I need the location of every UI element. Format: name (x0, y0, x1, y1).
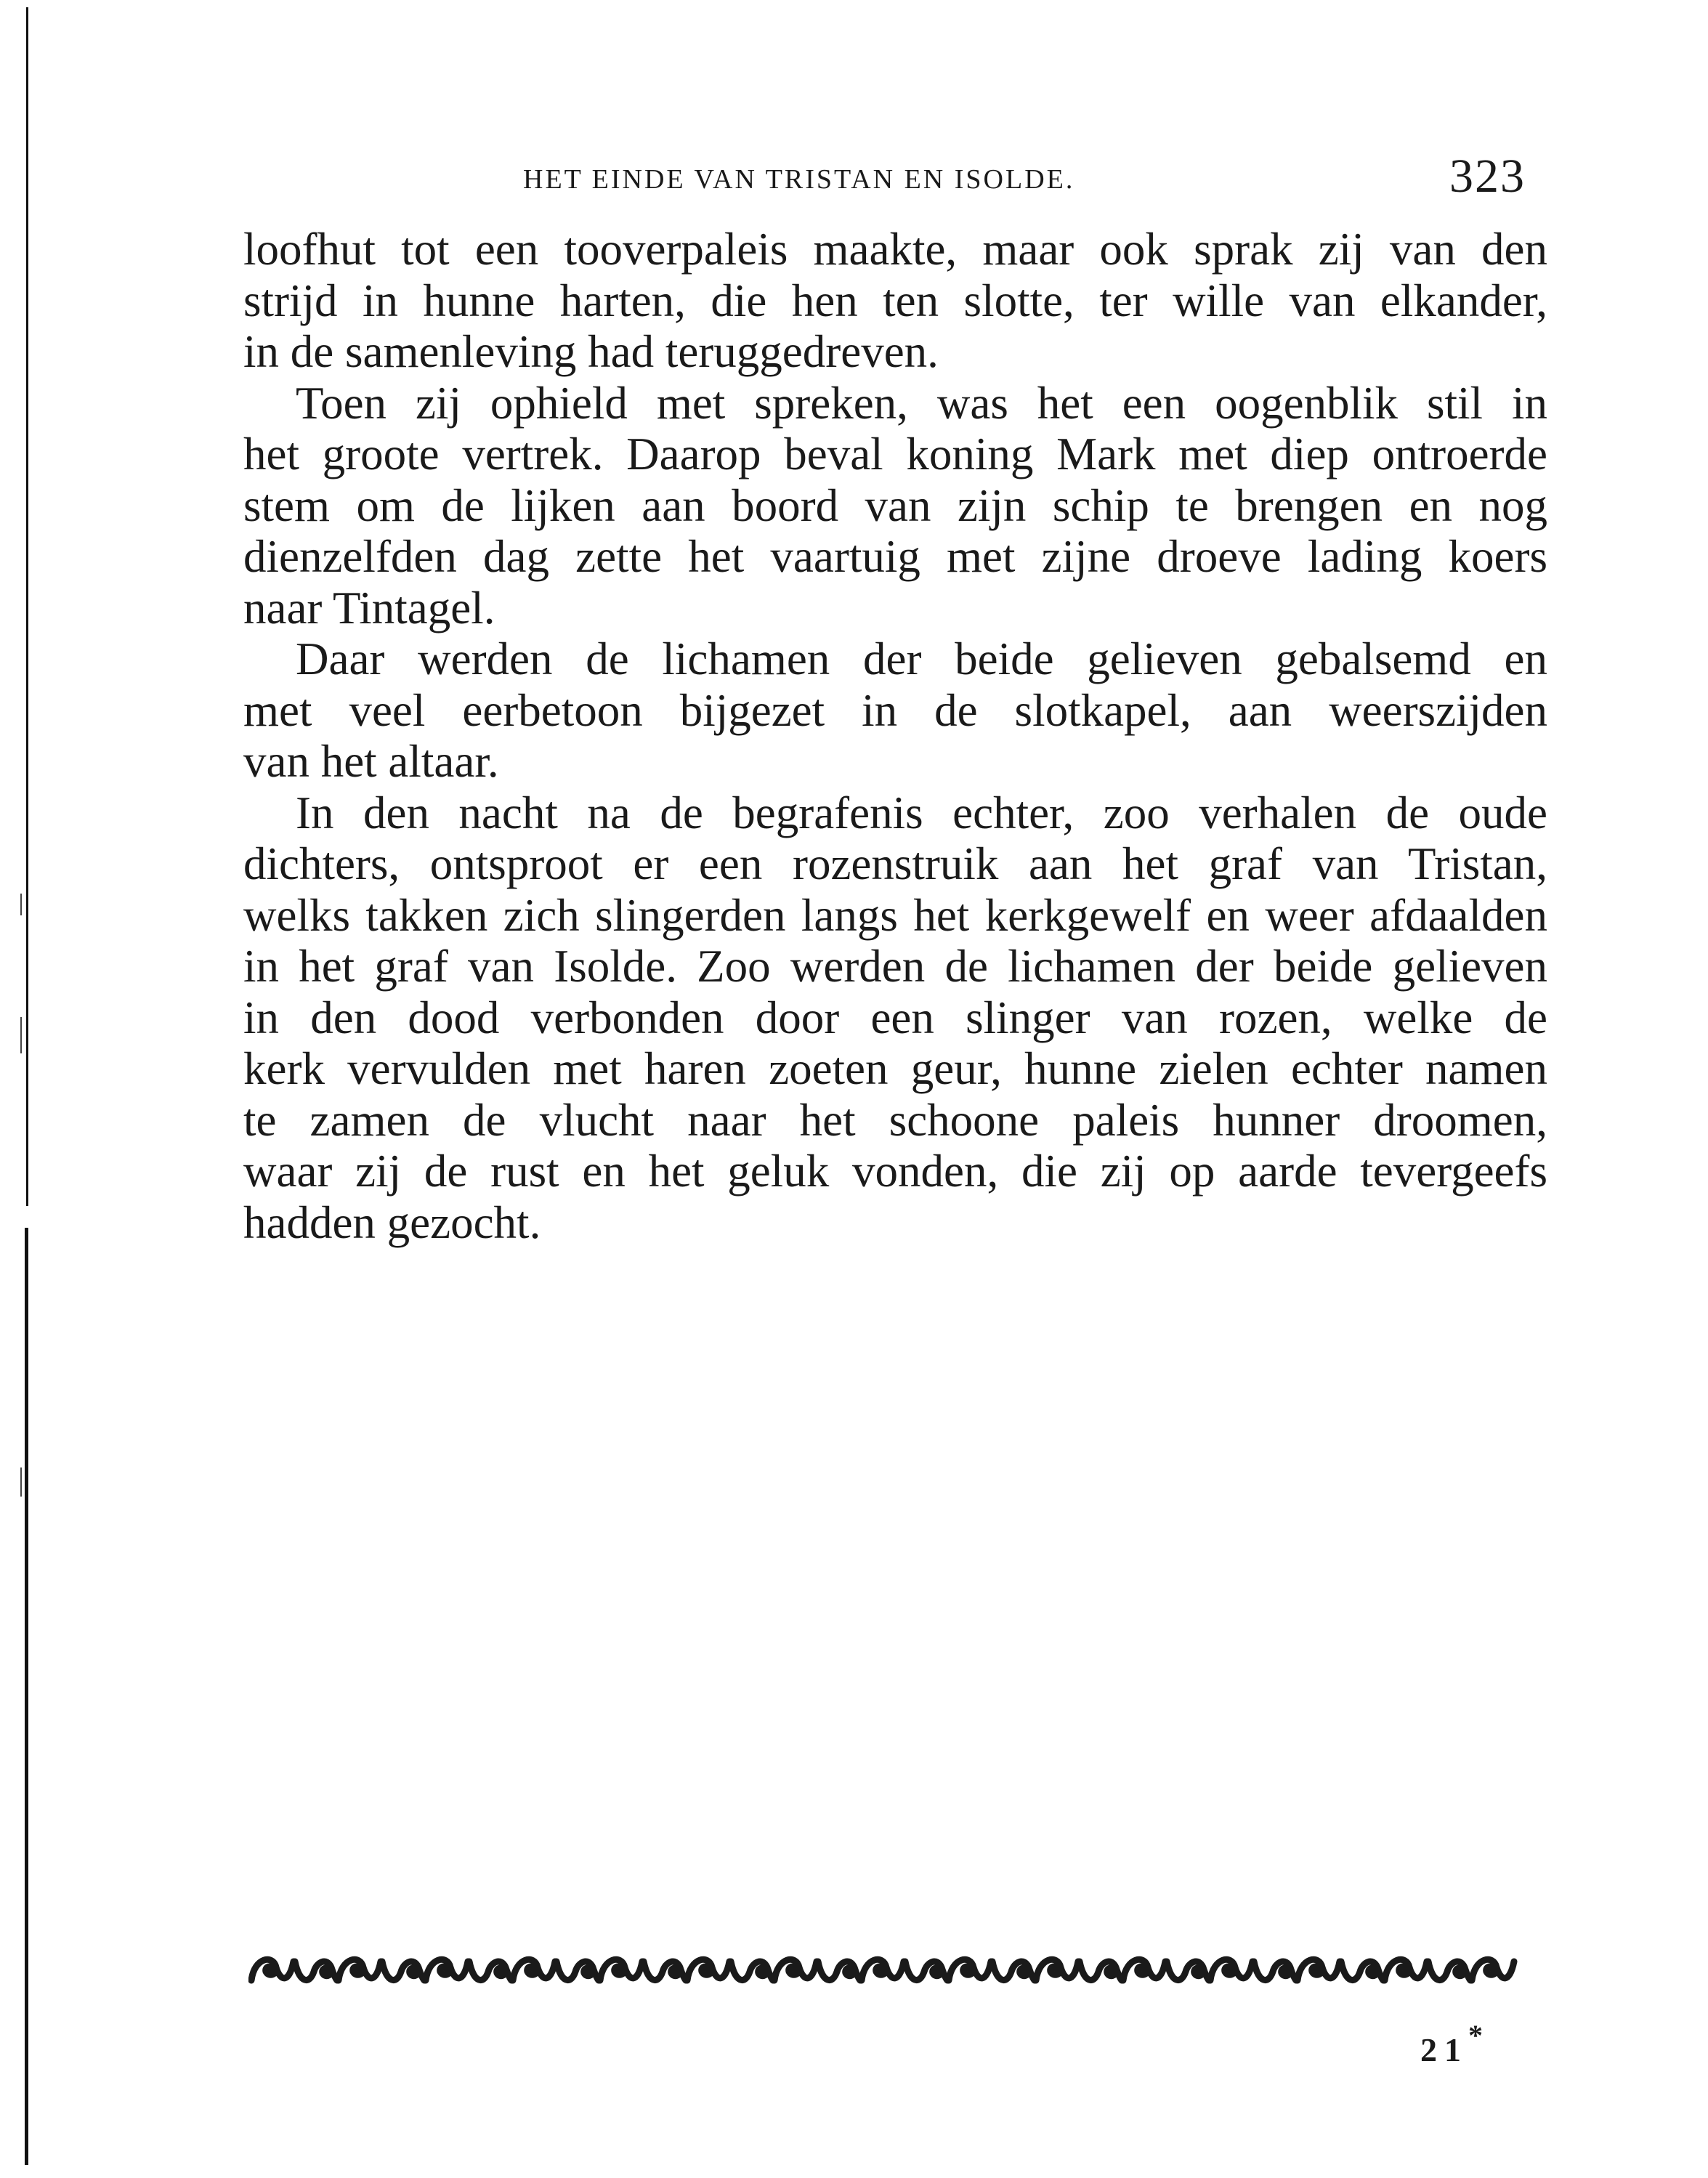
text-line: strijd in hunne harten, die hen ten slotte, ter wille van elkander, (243, 275, 1547, 326)
ornament-scroll (1036, 1959, 1078, 1980)
text-line: dichters, ontsproot er een rozenstruik aan het graf van Tristan, (243, 838, 1547, 889)
ornament-scroll (1341, 1962, 1383, 1980)
ornament-scroll (556, 1962, 599, 1980)
ornament-scroll (339, 1959, 381, 1980)
text-line: in den dood verbonden door een slinger van rozen, welke de (243, 992, 1547, 1043)
ornament-scroll (818, 1962, 860, 1980)
text-line: naar Tintagel. (243, 582, 495, 633)
ornament-scroll (295, 1962, 337, 1980)
scan-speck (20, 894, 22, 915)
ornament-scroll (905, 1962, 947, 1980)
printer-signature-mark (1420, 2018, 1483, 2069)
paragraph (243, 378, 1547, 634)
text-line: welks takken zich slingerden langs het kerkgewelf en weer afdaalden (243, 889, 1547, 941)
scan-edge-artifact (26, 7, 28, 1206)
ornament-scroll (1123, 1959, 1165, 1980)
ornamental-border (248, 1951, 1553, 1989)
text-line: het groote vertrek. Daarop beval koning Mark met diep ontroerde (243, 429, 1547, 479)
ornament-scroll (731, 1962, 773, 1980)
ornament-scroll (513, 1959, 555, 1980)
scan-edge-artifact (25, 1228, 28, 2165)
ornament-scroll (1167, 1962, 1209, 1980)
text-line: dienzelfden dag zette het vaartuig met zijne droeve lading koers (243, 531, 1547, 582)
text-line: met veel eerbetoon bijgezet in de slotkapel, aan weerszijden (243, 684, 1547, 736)
ornament-scroll (382, 1962, 424, 1980)
signature-star: * (1468, 2019, 1483, 2052)
ornament-scroll (469, 1962, 511, 1980)
text-line: loofhut tot een tooverpaleis maakte, maar ook sprak zij van den (243, 224, 1547, 275)
ornament-scroll (949, 1959, 991, 1980)
ornament-scroll (862, 1959, 904, 1980)
ornament-scroll (1210, 1959, 1252, 1980)
text-line: van het altaar. (243, 736, 499, 787)
ornament-scroll (1472, 1959, 1514, 1980)
text-line: te zamen de vlucht naar het schoone paleis hunner droomen, (243, 1094, 1547, 1146)
text-line: hadden gezocht. (243, 1197, 541, 1248)
ornament-scroll (426, 1959, 468, 1980)
ornament-scroll (1428, 1962, 1470, 1980)
ornament-scroll (687, 1959, 729, 1980)
text-line: in het graf van Isolde. Zoo werden de lichamen der beide gelieven (243, 941, 1547, 992)
ornament-scroll (992, 1962, 1035, 1980)
page-number: 323 (1449, 150, 1526, 203)
paragraph (243, 633, 1547, 788)
scan-speck (20, 1467, 22, 1497)
text-line: in de samenleving had teruggedreven. (243, 326, 939, 377)
body-text (243, 224, 1547, 1248)
ornament-scroll (251, 1959, 294, 1980)
ornament-scroll (644, 1962, 686, 1980)
ornament-scroll (1254, 1962, 1296, 1980)
paragraph (243, 788, 1547, 1249)
scan-speck (20, 1017, 22, 1053)
ornament-scroll (1080, 1962, 1122, 1980)
signature-number: 21 (1420, 2031, 1468, 2068)
text-line: kerk vervulden met haren zoeten geur, hunne zielen echter namen (243, 1043, 1547, 1094)
ornament-scroll (600, 1959, 642, 1980)
text-line: Toen zij ophield met spreken, was het een oogenblik stil in (296, 377, 1547, 429)
ornament-scroll (774, 1959, 817, 1980)
ornament-scroll (1385, 1959, 1427, 1980)
text-line: Daar werden de lichamen der beide gelieven gebalsemd en (296, 633, 1547, 684)
ornament-scroll (1298, 1959, 1340, 1980)
text-line: stem om de lijken aan boord van zijn schip te brengen en nog (243, 479, 1547, 531)
text-line: waar zij de rust en het geluk vonden, die zij op aarde tevergeefs (243, 1146, 1547, 1197)
running-head: HET EINDE VAN TRISTAN EN ISOLDE. (523, 164, 1075, 195)
paragraph (243, 224, 1547, 378)
text-line: In den nacht na de begrafenis echter, zoo verhalen de oude (296, 787, 1547, 838)
